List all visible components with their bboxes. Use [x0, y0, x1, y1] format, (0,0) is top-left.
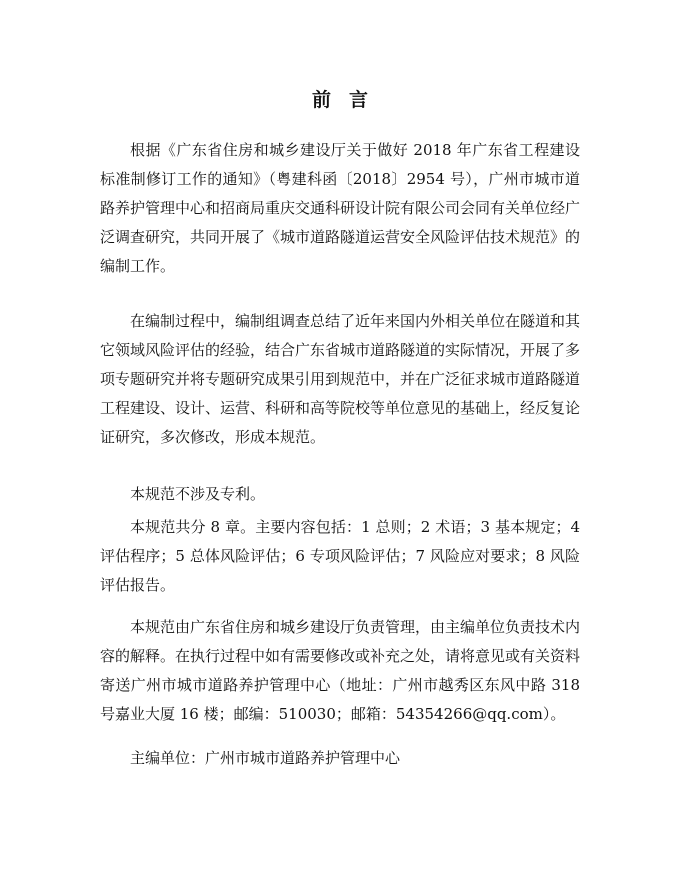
paragraph-chapters: 本规范共分 8 章。主要内容包括：1 总则；2 术语；3 基本规定；4 评估程序；5 总体风险评估；6 专项风险评估；7 风险应对要求；8 风险评估报告。 [100, 518, 580, 594]
paragraph-basis: 根据《广东省住房和城乡建设厅关于做好 2018 年广东省工程建设标准制修订工作的通知》（粤建科函〔2018〕2954 号），广州市城市道路养护管理中心和招商局重庆交通科研设计院有限公司会同有关单位经广泛调查研究，共同开展了《城市道路隧道运营安全风险评估技术规范》的编制工作。 [100, 141, 581, 275]
document-page [100, 0, 580, 881]
paragraph-chief-editor: 主编单位：广州市城市道路养护管理中心 [130, 749, 401, 767]
page-title: 前言 [311, 89, 386, 111]
paragraph-patent: 本规范不涉及专利。 [130, 485, 266, 503]
paragraph-management: 本规范由广东省住房和城乡建设厅负责管理，由主编单位负责技术内容的解释。在执行过程中如有需要修改或补充之处，请将意见或有关资料寄送广州市城市道路养护管理中心（地址：广州市越秀区东风中路 318 号嘉业大厦 16 楼；邮编：510030；邮箱：54354266@qq.com）。 [100, 618, 581, 723]
paragraph-process: 在编制过程中，编制组调查总结了近年来国内外相关单位在隧道和其它领域风险评估的经验，结合广东省城市道路隧道的实际情况，开展了多项专题研究并将专题研究成果引用到规范中，并在广泛征求城市道路隧道工程建设、设计、运营、科研和高等院校等单位意见的基础上，经反复论证研究，多次修改，形成本规范。 [100, 312, 581, 446]
